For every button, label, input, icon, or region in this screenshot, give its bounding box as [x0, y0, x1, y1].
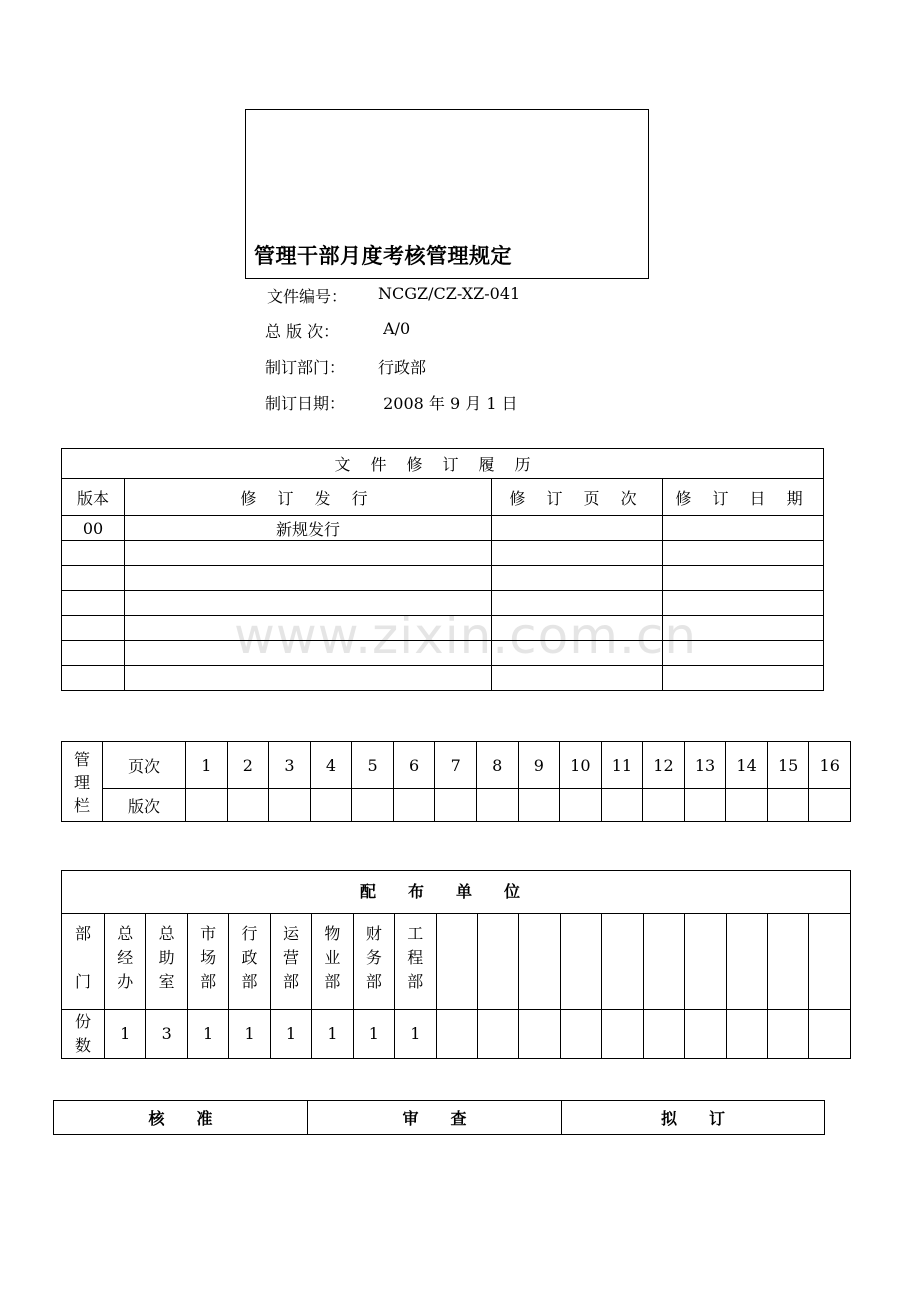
cell	[62, 591, 125, 616]
revision-caption: 文件修订履历	[62, 449, 824, 479]
page-number-cell: 6	[393, 742, 435, 789]
meta-value-doc-no: NCGZ/CZ-XZ-041	[378, 284, 521, 303]
meta-label-version: 总 版 次：	[265, 322, 340, 341]
distribution-caption: 配布单位	[62, 871, 851, 914]
version-cell	[352, 789, 394, 822]
page-number-cell: 16	[809, 742, 851, 789]
department-label: 部 门	[62, 914, 105, 1010]
page-number-cell: 1	[186, 742, 228, 789]
department-cell: 物 业 部	[312, 914, 353, 1010]
page-number-cell: 4	[310, 742, 352, 789]
page-number-cell: 9	[518, 742, 560, 789]
page-number-cell: 15	[767, 742, 809, 789]
department-cell	[685, 914, 726, 1010]
department-cell	[477, 914, 518, 1010]
page-number-cell: 12	[643, 742, 685, 789]
department-cell	[560, 914, 601, 1010]
version-cell	[310, 789, 352, 822]
header-revision-issue: 修 订 发 行	[125, 479, 492, 516]
page-number-cell: 7	[435, 742, 477, 789]
version-cell	[684, 789, 726, 822]
department-cell	[643, 914, 684, 1010]
department-cell	[809, 914, 850, 1010]
distribution-table	[61, 870, 851, 1059]
signoff-table	[53, 1100, 825, 1135]
draft-cell: 拟 订	[562, 1101, 825, 1135]
copy-count-cell	[560, 1010, 601, 1059]
cell	[125, 666, 492, 691]
document-title: 管理干部月度考核管理规定	[254, 244, 512, 268]
cell	[62, 641, 125, 666]
meta-label-doc-no: 文件编号：	[267, 287, 348, 306]
copy-count-cell	[643, 1010, 684, 1059]
header-revision-date: 修 订 日 期	[663, 479, 824, 516]
copy-count-cell: 1	[270, 1010, 311, 1059]
department-cell	[726, 914, 767, 1010]
cell	[62, 666, 125, 691]
copy-count-cell: 1	[353, 1010, 394, 1059]
page-number-cell: 10	[560, 742, 602, 789]
version-cell	[601, 789, 643, 822]
count-label: 份 数	[62, 1010, 105, 1059]
copy-count-cell	[602, 1010, 643, 1059]
cell: 00	[62, 516, 125, 541]
department-cell	[602, 914, 643, 1010]
review-cell: 审 查	[308, 1101, 562, 1135]
page-number-cell: 8	[476, 742, 518, 789]
copy-count-cell: 1	[187, 1010, 228, 1059]
copy-count-cell	[436, 1010, 477, 1059]
version-cell	[767, 789, 809, 822]
department-cell: 运 营 部	[270, 914, 311, 1010]
copy-count-cell	[685, 1010, 726, 1059]
department-cell	[436, 914, 477, 1010]
version-cell	[643, 789, 685, 822]
copy-count-cell	[519, 1010, 560, 1059]
department-cell: 工 程 部	[395, 914, 436, 1010]
cell	[663, 516, 824, 541]
copy-count-cell: 1	[229, 1010, 270, 1059]
department-cell	[519, 914, 560, 1010]
meta-value-dept: 行政部	[378, 358, 427, 377]
page-number-cell: 3	[269, 742, 311, 789]
version-cell	[560, 789, 602, 822]
cell	[492, 566, 663, 591]
cell	[492, 666, 663, 691]
page-number-cell: 14	[726, 742, 768, 789]
cell: 新规发行	[125, 516, 492, 541]
version-cell	[269, 789, 311, 822]
department-cell: 总 助 室	[146, 914, 187, 1010]
copy-count-cell	[477, 1010, 518, 1059]
version-cell	[726, 789, 768, 822]
version-cell	[435, 789, 477, 822]
copy-count-cell	[768, 1010, 809, 1059]
approve-cell: 核 准	[54, 1101, 308, 1135]
meta-value-version: A/0	[378, 319, 411, 338]
copy-count-cell: 1	[105, 1010, 146, 1059]
management-side-label: 管 理 栏	[62, 742, 103, 822]
meta-label-dept: 制订部门：	[265, 358, 346, 377]
page-number-cell: 11	[601, 742, 643, 789]
cell	[492, 541, 663, 566]
meta-label-date: 制订日期：	[265, 394, 346, 413]
page-label: 页次	[103, 742, 186, 789]
cell	[62, 541, 125, 566]
cell	[125, 541, 492, 566]
version-cell	[393, 789, 435, 822]
table-row	[62, 541, 824, 566]
cell	[62, 566, 125, 591]
copy-count-cell	[726, 1010, 767, 1059]
cell	[663, 541, 824, 566]
department-cell: 总 经 办	[105, 914, 146, 1010]
cell	[125, 566, 492, 591]
cell	[492, 516, 663, 541]
version-label: 版次	[103, 789, 186, 822]
version-cell	[476, 789, 518, 822]
header-version: 版本	[62, 479, 125, 516]
department-cell	[768, 914, 809, 1010]
page-number-cell: 2	[227, 742, 269, 789]
department-cell: 市 场 部	[187, 914, 228, 1010]
table-row	[62, 566, 824, 591]
copy-count-cell	[809, 1010, 850, 1059]
meta-value-date: 2008 年 9 月 1 日	[378, 394, 518, 413]
version-cell	[227, 789, 269, 822]
header-revision-pages: 修 订 页 次	[492, 479, 663, 516]
page-number-cell: 13	[684, 742, 726, 789]
department-cell: 行 政 部	[229, 914, 270, 1010]
table-row	[62, 666, 824, 691]
page-number-cell: 5	[352, 742, 394, 789]
copy-count-cell: 3	[146, 1010, 187, 1059]
version-cell	[809, 789, 851, 822]
cell	[663, 566, 824, 591]
cell	[663, 666, 824, 691]
copy-count-cell: 1	[312, 1010, 353, 1059]
cell	[62, 616, 125, 641]
department-cell: 财 务 部	[353, 914, 394, 1010]
version-cell	[186, 789, 228, 822]
watermark: www.zixin.com.cn	[234, 607, 698, 665]
copy-count-cell: 1	[395, 1010, 436, 1059]
management-table	[61, 741, 851, 822]
version-cell	[518, 789, 560, 822]
table-row	[62, 516, 824, 541]
